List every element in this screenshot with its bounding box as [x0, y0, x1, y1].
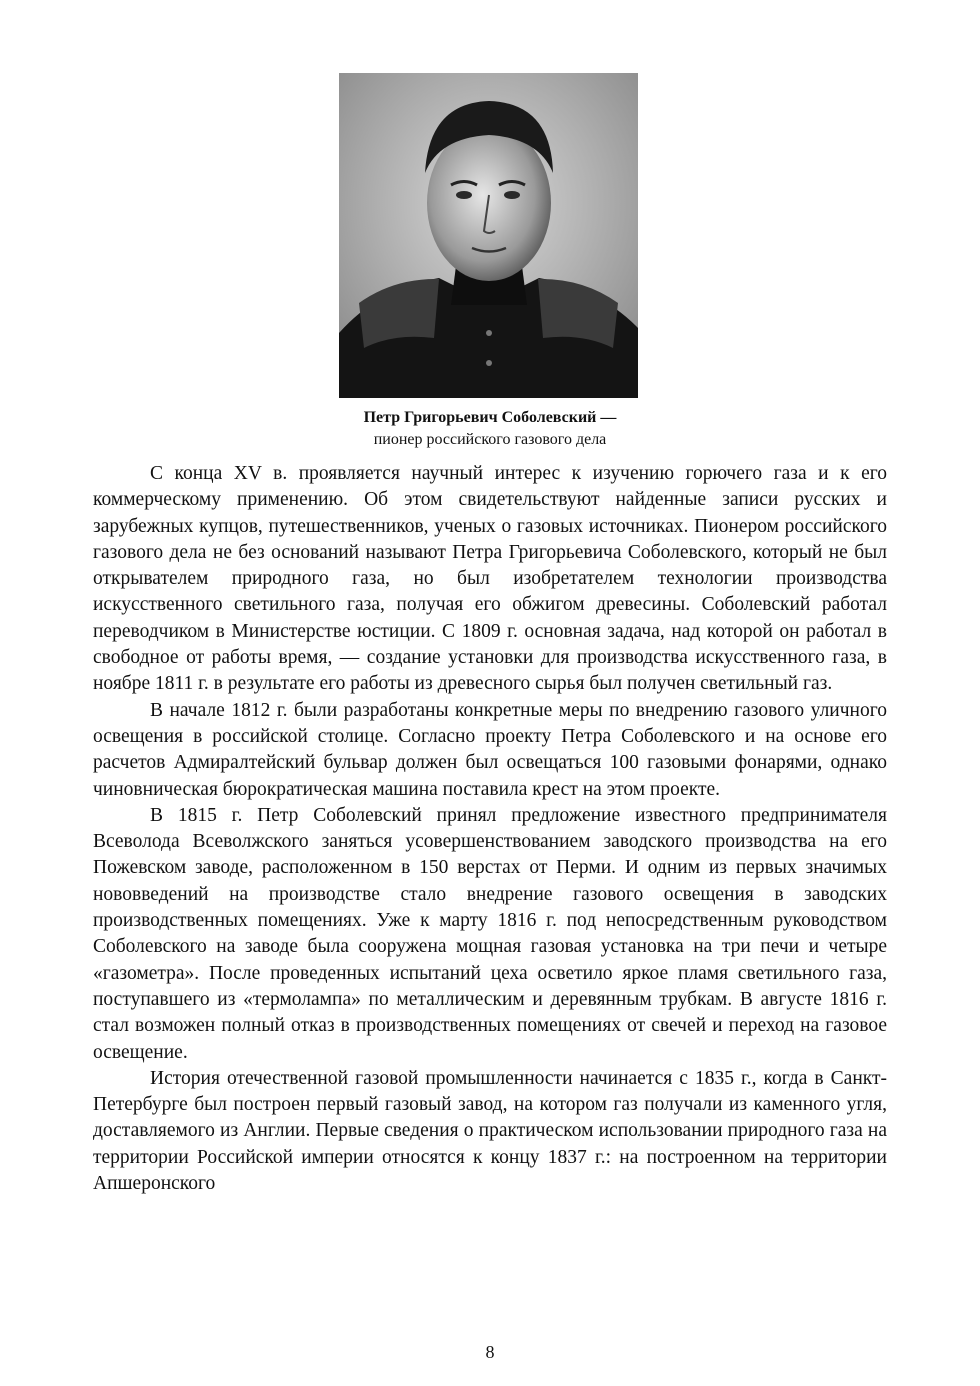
page-number: 8 [485, 1342, 495, 1362]
paragraph: С конца XV в. проявляется научный интерес к изучению горючего газа и к его коммерческому применению. Об этом свидетельствуют найденные записи русских и зарубежных купцов, путешественников, ученых о газовых источниках. Пионером российского газового дела не без оснований называют Петра Григорьевича Соболевского, который не был открывателем природного газа, но был изобретателем технологии производства искусственного светильного газа, получая его обжигом древесины. Соболевский работал переводчиком в Министерстве юстиции. С 1809 г. основная задача, над которой он работал в свободное от работы время, — создание установки для производства искусственного газа, в ноябре 1811 г. в результате его работы из древесного сырья был получен светильный газ. [93, 463, 887, 695]
portrait-caption-name: Петр Григорьевич Соболевский — [363, 409, 617, 426]
paragraph: История отечественной газовой промышленности начинается с 1835 г., когда в Санкт-Петербурге был построен первый газовый завод, на котором газ получали из каменного угля, доставляемого из Англии. Первые сведения о практическом использовании природного газа на территории Российской империи относятся к концу 1837 г.: на построенном на территории Апшеронского [93, 1067, 887, 1195]
paragraph: В начале 1812 г. были разработаны конкретные меры по внедрению газового уличного освещения в российской столице. Согласно проекту Петра Соболевского и на основе его расчетов Адмиралтейский бульвар должен был освещаться 100 газовыми фонарями, однако чиновническая бюрократическая машина поставила крест на этом проекте. [93, 699, 887, 800]
portrait-image [339, 73, 638, 398]
portrait-caption-subtitle: пионер российского газового дела [373, 431, 607, 448]
body-text [93, 461, 887, 1197]
paragraph: В 1815 г. Петр Соболевский принял предложение известного предпринимателя Всеволода Всеволжского заняться усовершенствованием заводского производства на его Пожевском заводе, расположенном в 150 верстах от Перми. И одним из первых значимых нововведений на производстве стало внедрение газового освещения в заводских производственных помещениях. Уже к марту 1816 г. под непосредственным руководством Соболевского на заводе была сооружена мощная газовая установка на три печи и четыре «газометра». После проведенных испытаний цеха осветило яркое пламя светильного газа, поступавшего из «термолампа» по металлическим и деревянным трубкам. В августе 1816 г. стал возможен полный отказ в производственных помещениях от свечей и переход на газовое освещение. [93, 804, 887, 1063]
